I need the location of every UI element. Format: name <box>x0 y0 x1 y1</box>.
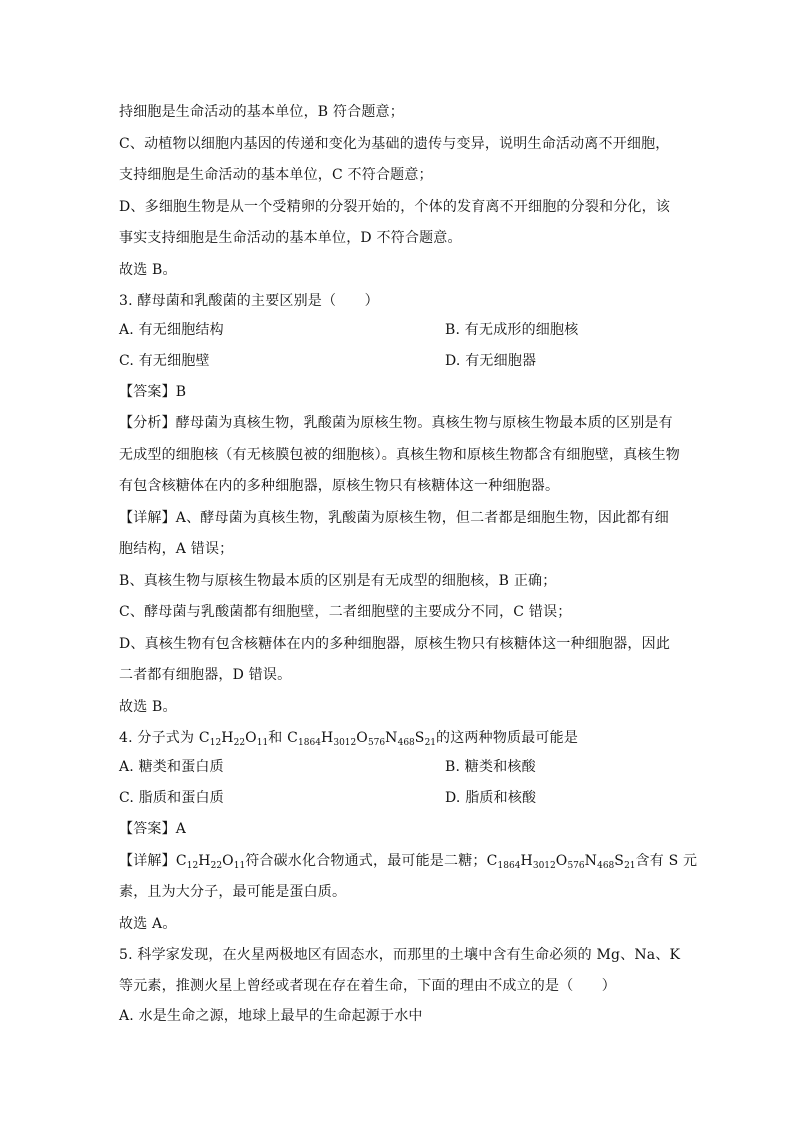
q4-option-a: A. 糖类和蛋白质 <box>119 759 224 775</box>
q3-option-b: B. 有无成形的细胞核 <box>445 322 579 338</box>
q3-option-c: C. 有无细胞壁 <box>119 353 210 369</box>
q5-stem-1: 5. 科学家发现，在火星两极地区有固态水，而那里的土壤中含有生命必须的 Mg、Na、K <box>119 947 681 963</box>
subscript: 11 <box>233 861 246 871</box>
q3-stem: 3. 酵母菌和乳酸菌的主要区别是（ ） <box>119 293 379 309</box>
subscript: 12 <box>186 861 199 871</box>
symbol: C <box>175 853 187 869</box>
q3-answer: 【答案】B <box>119 384 187 400</box>
q2-tail-line-1: 持细胞是生命活动的基本单位，B 符合题意； <box>119 104 404 120</box>
q4-stem <box>119 728 578 753</box>
q4-detail-suffix: 含有 S 元 <box>635 853 698 869</box>
subscript: 21 <box>424 738 437 748</box>
symbol: O <box>555 853 568 869</box>
subscript: 468 <box>597 861 615 871</box>
subscript: 21 <box>624 861 636 871</box>
subscript: 3012 <box>333 738 357 748</box>
q4-stem-suffix: 的这两种物质最可能是 <box>436 730 579 746</box>
symbol: S <box>414 730 425 746</box>
q3-choose: 故选 B。 <box>119 699 177 715</box>
symbol: O <box>356 730 368 746</box>
q4-option-c: C. 脂质和蛋白质 <box>119 790 224 806</box>
q5-option-a: A. 水是生命之源，地球上最早的生命起源于水中 <box>119 1008 423 1024</box>
q2-tail-line-3: 支持细胞是生命活动的基本单位，C 不符合题意； <box>119 167 433 183</box>
symbol: C <box>486 853 498 869</box>
q2-tail-line-5: 事实支持细胞是生命活动的基本单位，D 不符合题意。 <box>119 230 462 246</box>
symbol: C <box>198 730 210 746</box>
q4-choose: 故选 A。 <box>119 916 177 932</box>
q4-answer: 【答案】A <box>119 821 187 837</box>
symbol: H <box>520 853 533 869</box>
subscript: 11 <box>256 738 269 748</box>
q4-formula-1 <box>199 730 268 746</box>
q4-formula-2 <box>287 730 436 746</box>
q4-detail-middle: 符合碳水化合物通式，最可能是二糖； <box>245 853 487 869</box>
q3-detail-3: B、真核生物与原核生物最本质的区别是有无成型的细胞核，B 正确； <box>119 573 557 589</box>
symbol: H <box>221 730 234 746</box>
q3-detail-4: C、酵母菌与乳酸菌都有细胞壁，二者细胞壁的主要成分不同，C 错误； <box>119 604 572 620</box>
q3-detail-6: 二者都有细胞器，D 错误。 <box>119 667 292 683</box>
q2-tail-line-4: D、多细胞生物是从一个受精卵的分裂开始的，个体的发育离不开细胞的分裂和分化，该 <box>119 199 671 215</box>
q5-stem-2: 等元素，推测火星上曾经或者现在存在着生命，下面的理由不成立的是（ ） <box>119 978 616 994</box>
q3-detail-5: D、真核生物有包含核糖体在内的多种细胞器，原核生物只有核糖体这一种细胞器，因此 <box>119 636 671 652</box>
symbol: O <box>222 853 234 869</box>
subscript: 22 <box>233 738 246 748</box>
subscript: 468 <box>397 738 415 748</box>
subscript: 576 <box>567 861 585 871</box>
q2-tail-line-2: C、动植物以细胞内基因的传递和变化为基础的遗传与变异，说明生命活动离不开细胞， <box>119 136 670 152</box>
q3-option-d: D. 有无细胞器 <box>445 353 537 369</box>
subscript: 1864 <box>298 738 321 748</box>
symbol: H <box>320 730 334 746</box>
q3-analysis-2: 无成型的细胞核（有无核膜包被的细胞核）。真核生物和原核生物都含有细胞壁，真核生物 <box>119 447 680 463</box>
symbol: N <box>584 853 598 869</box>
q4-detail-2: 素，且为大分子，最可能是蛋白质。 <box>119 884 347 900</box>
subscript: 576 <box>367 738 386 748</box>
q3-detail-1: 【详解】A、酵母菌为真核生物，乳酸菌为原核生物，但二者都是细胞生物，因此都有细 <box>119 510 669 526</box>
q3-analysis-1: 【分析】酵母菌为真核生物，乳酸菌为原核生物。真核生物与原核生物最本质的区别是有 <box>119 415 673 431</box>
q4-detail-formula-1 <box>176 853 245 869</box>
q4-detail-formula-2 <box>487 853 636 869</box>
q3-detail-2: 胞结构，A 错误； <box>119 541 234 557</box>
q4-detail-prefix: 【详解】 <box>119 853 176 869</box>
q4-option-d: D. 脂质和核酸 <box>445 790 537 806</box>
q3-analysis-3: 有包含核糖体在内的多种细胞器，原核生物只有核糖体这一种细胞器。 <box>119 478 560 494</box>
subscript: 1864 <box>497 861 521 871</box>
q4-detail-1 <box>119 851 697 876</box>
symbol: O <box>245 730 257 746</box>
symbol: H <box>198 853 211 869</box>
subscript: 12 <box>209 738 222 748</box>
q4-option-b: B. 糖类和核酸 <box>445 759 536 775</box>
subscript: 3012 <box>532 861 556 871</box>
q4-stem-middle: 和 <box>268 730 288 746</box>
symbol: S <box>614 853 625 869</box>
q4-stem-prefix: 4. 分子式为 <box>119 730 199 746</box>
subscript: 22 <box>210 861 223 871</box>
q2-choose: 故选 B。 <box>119 262 177 278</box>
symbol: C <box>287 730 299 746</box>
symbol: N <box>385 730 398 746</box>
q3-option-a: A. 有无细胞结构 <box>119 322 224 338</box>
